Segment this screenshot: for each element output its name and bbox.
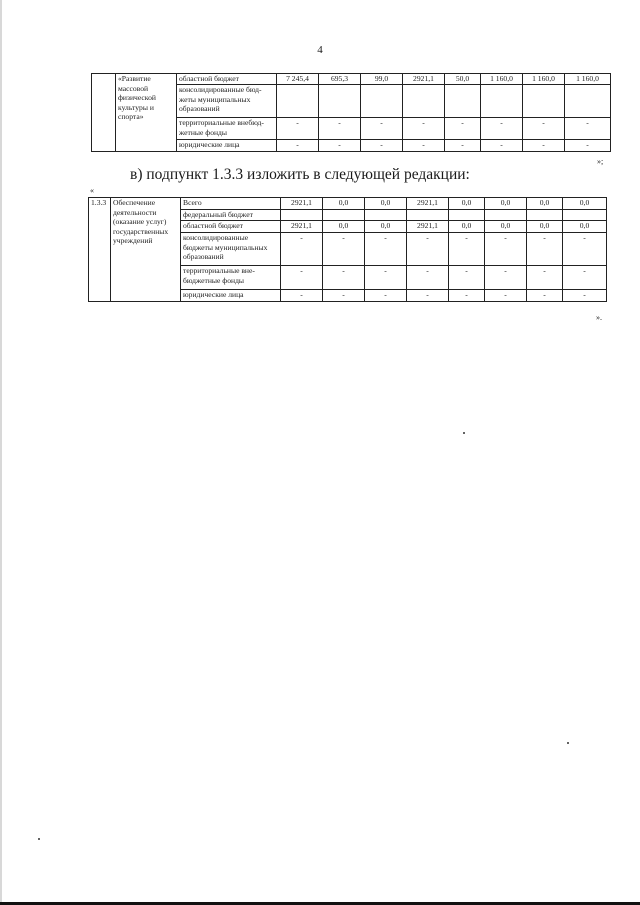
amount-cell: - bbox=[403, 118, 445, 140]
amount-cell bbox=[365, 210, 407, 221]
amount-cell: - bbox=[565, 140, 611, 152]
amount-cell: - bbox=[323, 290, 365, 302]
amount-cell: 695,3 bbox=[319, 74, 361, 85]
amount-cell: - bbox=[361, 118, 403, 140]
amount-cell: 0,0 bbox=[485, 221, 527, 233]
amount-cell: - bbox=[485, 290, 527, 302]
amount-cell: 2921,1 bbox=[407, 221, 449, 233]
amount-cell: - bbox=[365, 233, 407, 266]
funding-source-cell: юридические лица bbox=[181, 290, 281, 302]
amount-cell: 0,0 bbox=[527, 221, 563, 233]
amount-cell: 0,0 bbox=[563, 221, 607, 233]
amount-cell: - bbox=[527, 290, 563, 302]
amount-cell: - bbox=[565, 118, 611, 140]
amount-cell: - bbox=[563, 290, 607, 302]
scan-speck bbox=[463, 432, 465, 434]
program-name-cell: Обеспечение деятельности (оказание услуг) государственных учреждений bbox=[111, 198, 181, 302]
amount-cell: - bbox=[319, 140, 361, 152]
program-name-cell: «Развитие массовой физической культуры и спорта» bbox=[116, 74, 177, 152]
amount-cell: - bbox=[527, 266, 563, 290]
amount-cell: - bbox=[365, 290, 407, 302]
funding-source-cell: федеральный бюджет bbox=[181, 210, 281, 221]
amount-cell: 0,0 bbox=[323, 221, 365, 233]
amount-cell bbox=[523, 85, 565, 118]
amount-cell bbox=[407, 210, 449, 221]
amount-cell bbox=[527, 210, 563, 221]
page-number: 4 bbox=[317, 44, 323, 56]
program-table-bottom bbox=[88, 197, 607, 302]
amount-cell: - bbox=[563, 266, 607, 290]
amount-cell: 2921,1 bbox=[403, 74, 445, 85]
amount-cell bbox=[565, 85, 611, 118]
funding-source-cell: консолидированные бюджеты муниципальных образований bbox=[181, 233, 281, 266]
amount-cell bbox=[481, 85, 523, 118]
amount-cell: - bbox=[281, 290, 323, 302]
funding-source-cell: областной бюджет bbox=[177, 74, 277, 85]
amount-cell: - bbox=[527, 233, 563, 266]
amount-cell: - bbox=[445, 140, 481, 152]
amount-cell: - bbox=[449, 290, 485, 302]
amount-cell: - bbox=[365, 266, 407, 290]
amount-cell: - bbox=[449, 233, 485, 266]
amount-cell: - bbox=[277, 118, 319, 140]
item-number-cell bbox=[92, 74, 116, 152]
amount-cell: - bbox=[407, 266, 449, 290]
amount-cell: - bbox=[403, 140, 445, 152]
opening-quote: « bbox=[90, 186, 94, 195]
amount-cell bbox=[485, 210, 527, 221]
amount-cell: 0,0 bbox=[527, 198, 563, 210]
amount-cell: - bbox=[563, 233, 607, 266]
amount-cell bbox=[277, 85, 319, 118]
amount-cell: - bbox=[319, 118, 361, 140]
amount-cell: - bbox=[323, 266, 365, 290]
amount-cell: 2921,1 bbox=[281, 221, 323, 233]
amount-cell: - bbox=[481, 140, 523, 152]
amount-cell: - bbox=[281, 233, 323, 266]
amount-cell: - bbox=[481, 118, 523, 140]
amount-cell: 1 160,0 bbox=[565, 74, 611, 85]
table-row bbox=[89, 198, 607, 210]
funding-source-cell: территориальные внебюд-жетные фонды bbox=[177, 118, 277, 140]
amount-cell: 0,0 bbox=[323, 198, 365, 210]
amount-cell: 2921,1 bbox=[407, 198, 449, 210]
amount-cell: 0,0 bbox=[563, 198, 607, 210]
funding-source-cell: Всего bbox=[181, 198, 281, 210]
amount-cell: - bbox=[281, 266, 323, 290]
amount-cell: - bbox=[485, 266, 527, 290]
amount-cell: 0,0 bbox=[365, 198, 407, 210]
amount-cell bbox=[403, 85, 445, 118]
amount-cell: 0,0 bbox=[485, 198, 527, 210]
amount-cell: 0,0 bbox=[449, 198, 485, 210]
amount-cell bbox=[563, 210, 607, 221]
closing-quote-top: »; bbox=[597, 157, 604, 166]
amount-cell: - bbox=[523, 118, 565, 140]
funding-source-cell: территориальные вне-бюджетные фонды bbox=[181, 266, 281, 290]
closing-quote-bottom: ». bbox=[596, 313, 602, 322]
amount-cell: 2921,1 bbox=[281, 198, 323, 210]
amount-cell: - bbox=[449, 266, 485, 290]
amount-cell: - bbox=[361, 140, 403, 152]
item-number-cell: 1.3.3 bbox=[89, 198, 111, 302]
amount-cell: 7 245,4 bbox=[277, 74, 319, 85]
amount-cell: 1 160,0 bbox=[523, 74, 565, 85]
amount-cell: 50,0 bbox=[445, 74, 481, 85]
table-row bbox=[92, 74, 611, 85]
amount-cell bbox=[445, 85, 481, 118]
amount-cell: - bbox=[523, 140, 565, 152]
amount-cell: - bbox=[485, 233, 527, 266]
amount-cell: - bbox=[277, 140, 319, 152]
program-table-top bbox=[91, 73, 611, 152]
amount-cell: - bbox=[407, 290, 449, 302]
amount-cell bbox=[319, 85, 361, 118]
amount-cell: 99,0 bbox=[361, 74, 403, 85]
funding-source-cell: юридические лица bbox=[177, 140, 277, 152]
amount-cell bbox=[361, 85, 403, 118]
amount-cell: - bbox=[407, 233, 449, 266]
amount-cell bbox=[449, 210, 485, 221]
scan-speck bbox=[567, 742, 569, 744]
scan-speck bbox=[38, 838, 40, 840]
amount-cell: 0,0 bbox=[365, 221, 407, 233]
funding-source-cell: областной бюджет bbox=[181, 221, 281, 233]
funding-source-cell: консолидированные бюд-жеты муниципальных образований bbox=[177, 85, 277, 118]
scan-edge-left bbox=[0, 0, 2, 905]
amount-cell: 1 160,0 bbox=[481, 74, 523, 85]
amount-cell bbox=[323, 210, 365, 221]
amount-cell: 0,0 bbox=[449, 221, 485, 233]
section-heading: в) подпункт 1.3.3 изложить в следующей редакции: bbox=[130, 166, 470, 183]
amount-cell bbox=[281, 210, 323, 221]
amount-cell: - bbox=[445, 118, 481, 140]
amount-cell: - bbox=[323, 233, 365, 266]
